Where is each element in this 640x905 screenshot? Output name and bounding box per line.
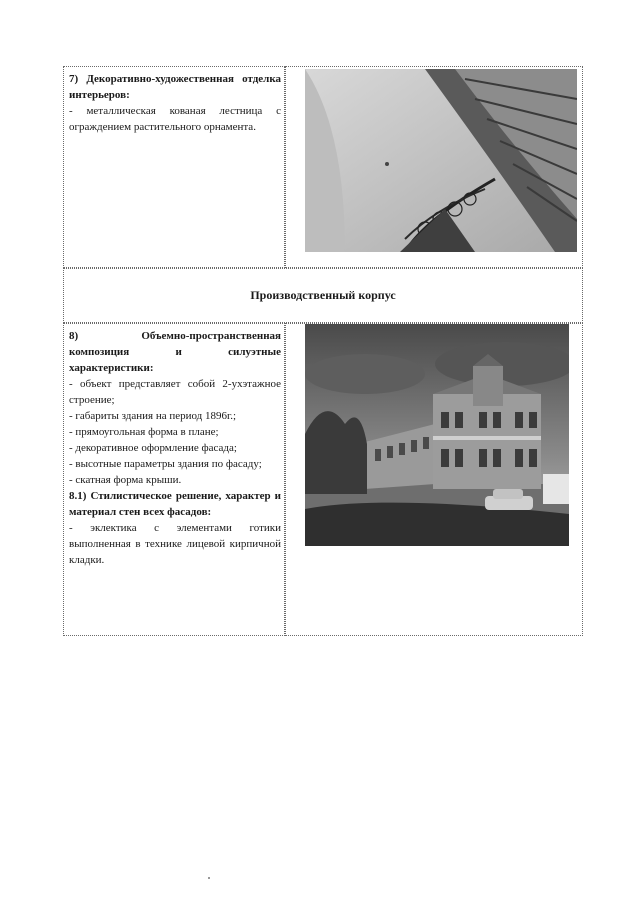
list-item: - объект представляет собой 2-ухэтажное строение;	[69, 378, 281, 406]
list-item: - скатная форма крыши.	[69, 474, 182, 486]
interior-finish-description: - металлическая кованая лестница с ограждением растительного орнамента.	[69, 105, 281, 133]
list-item: - габариты здания на период 1896г.;	[69, 410, 237, 422]
composition-heading: 8) Объемно-пространственная композиция и силуэтные характеристики:	[69, 330, 281, 374]
section-title-cell	[63, 268, 583, 323]
style-heading: 8.1) Стилистическое решение, характер и материал стен всех фасадов:	[69, 490, 281, 518]
style-description: - эклектика с элементами готики выполненная в технике лицевой кирпичной кладки.	[69, 522, 281, 566]
list-item: - высотные параметры здания по фасаду;	[69, 458, 262, 470]
section-title: Производственный корпус	[250, 288, 396, 302]
description-table	[63, 66, 583, 636]
composition-text	[69, 328, 281, 568]
interior-finish-heading: 7) Декоративно-художественная отделка интерьеров:	[69, 73, 281, 101]
scan-speck	[208, 877, 210, 879]
building-photo	[305, 324, 569, 546]
staircase-photo	[305, 69, 577, 252]
composition-cell	[63, 323, 285, 636]
interior-finish-cell	[63, 66, 285, 268]
list-item: - декоративное оформление фасада;	[69, 442, 237, 454]
interior-finish-text	[69, 71, 281, 135]
list-item: - прямоугольная форма в плане;	[69, 426, 219, 438]
